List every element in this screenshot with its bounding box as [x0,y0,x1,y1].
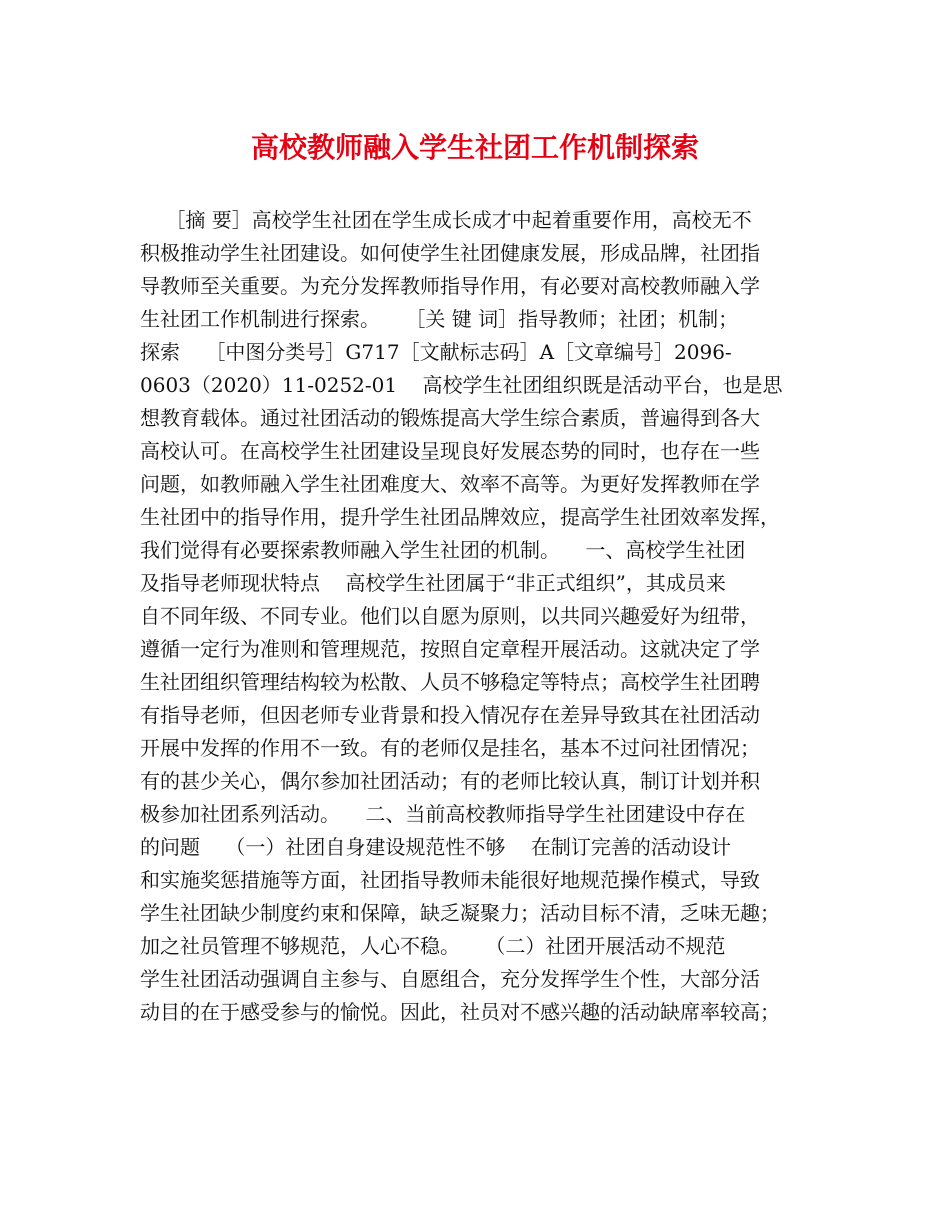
paragraph-line: 遵循一定行为准则和管理规范，按照自定章程开展活动。这就决定了学 [140,637,760,661]
paragraph-line: 生社团工作机制进行探索。 ［关 键 词］指导教师；社团；机制； [140,307,739,331]
paragraph-line: 我们觉得有必要探索教师融入学生社团的机制。 一、高校学生社团 [140,538,746,562]
paragraph-line: 加之社员管理不够规范，人心不稳。 （二）社团开展活动不规范 [140,934,726,958]
paragraph-line: 极参加社团系列活动。 二、当前高校教师指导学生社团建设中存在 [140,802,746,826]
paragraph-line: 学生社团缺少制度约束和保障，缺乏凝聚力；活动目标不清，乏味无趣； [140,901,780,925]
paragraph-line: 导教师至关重要。为充分发挥教师指导作用，有必要对高校教师融入学 [140,274,760,298]
paragraph-line: 有指导老师，但因老师专业背景和投入情况存在差异导致其在社团活动 [140,703,760,727]
paragraph-line: 生社团组织管理结构较为松散、人员不够稳定等特点；高校学生社团聘 [140,670,760,694]
paragraph-line: 的问题 （一）社团自身建设规范性不够 在制订完善的活动设计 [140,835,731,859]
paragraph-line: 自不同年级、不同专业。他们以自愿为原则，以共同兴趣爱好为纽带， [140,604,760,628]
paragraph-line: 和实施奖惩措施等方面，社团指导教师未能很好地规范操作模式，导致 [140,868,760,892]
paragraph-line: 探索 ［中图分类号］G717［文献标志码］A［文章编号］2096- [140,340,732,364]
paragraph-line: 及指导老师现状特点 高校学生社团属于“非正式组织”，其成员来 [140,571,726,595]
paragraph-line: 生社团中的指导作用，提升学生社团品牌效应，提高学生社团效率发挥， [140,505,780,529]
paragraph-line: 0603（2020）11-0252-01 高校学生社团组织既是活动平台，也是思 [140,373,783,397]
paragraph-line: 动目的在于感受参与的愉悦。因此，社员对不感兴趣的活动缺席率较高； [140,1000,780,1024]
paragraph-line: 想教育载体。通过社团活动的锻炼提高大学生综合素质，普遍得到各大 [140,406,760,430]
paragraph-line: 高校认可。在高校学生社团建设呈现良好发展态势的同时，也存在一些 [140,439,760,463]
paragraph-line: 开展中发挥的作用不一致。有的老师仅是挂名，基本不过问社团情况； [140,736,760,760]
paragraph-line: 问题，如教师融入学生社团难度大、效率不高等。为更好发挥教师在学 [140,472,760,496]
paragraph-line: 学生社团活动强调自主参与、自愿组合，充分发挥学生个性，大部分活 [140,967,760,991]
document-title: 高校教师融入学生社团工作机制探索 [250,131,699,164]
paragraph-line: 有的甚少关心，偶尔参加社团活动；有的老师比较认真，制订计划并积 [140,769,760,793]
document-body [140,204,830,1029]
paragraph-line: 积极推动学生社团建设。如何使学生社团健康发展，形成品牌，社团指 [140,241,760,265]
paragraph-line: ［摘 要］高校学生社团在学生成长成才中起着重要作用，高校无不 [140,208,752,232]
